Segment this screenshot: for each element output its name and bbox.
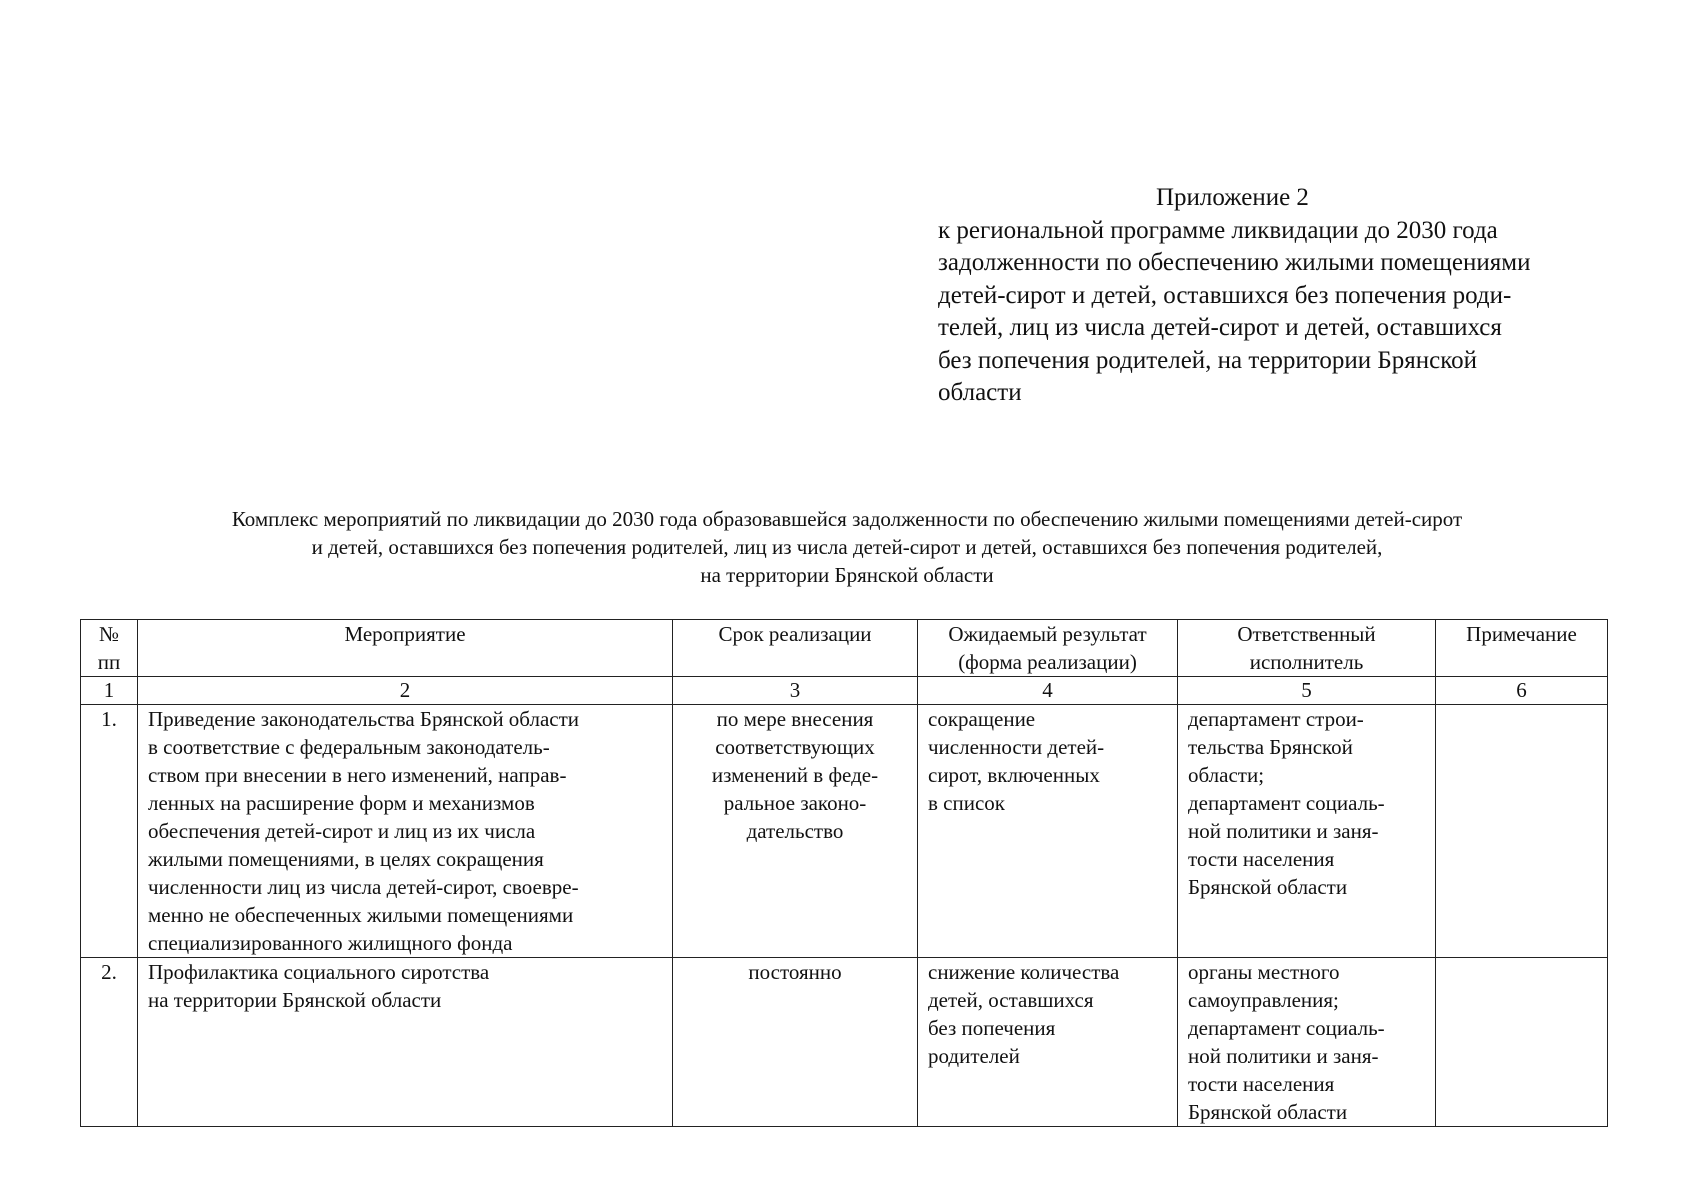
appendix-line: к региональной программе ликвидации до 2030 года [938,216,1498,244]
column-number: 6 [1436,677,1608,705]
document-heading [82,505,1612,589]
row-note [1436,958,1608,1127]
row-result: сокращение численности детей- сирот, включенных в список [918,705,1178,958]
row-term: по мере внесения соответствующих изменений в феде- ральное законо- дательство [673,705,918,958]
row-activity: Приведение законодательства Брянской области в соответствие с федеральным законодатель- ством при внесении в него изменений, направ- ленных на расширение форм и механизмов обеспечения детей-сирот и лиц из их числа жилыми помещениями, в целях сокращения численности лиц из числа детей-сирот, своевре- менно не обеспеченных жилыми помещениями специализированного жилищного фонда [138,705,673,958]
column-number: 4 [918,677,1178,705]
header-activity: Мероприятие [138,620,673,677]
table-row [81,705,1608,958]
appendix-line: детей-сирот и детей, оставшихся без попечения роди- [938,281,1512,309]
row-responsible: органы местного самоуправления; департамент социаль- ной политики и заня- тости населения Брянской области [1178,958,1436,1127]
column-number: 2 [138,677,673,705]
column-number: 1 [81,677,138,705]
header-note: Примечание [1436,620,1608,677]
row-activity: Профилактика социального сиротства на территории Брянской области [138,958,673,1127]
row-note [1436,705,1608,958]
table-row [81,958,1608,1127]
heading-line: Комплекс мероприятий по ликвидации до 2030 года образовавшейся задолженности по обеспечению жилыми помещениями детей-сирот [231,507,1463,531]
column-number: 3 [673,677,918,705]
appendix-line: без попечения родителей, на территории Брянской [938,346,1477,374]
column-number: 5 [1178,677,1436,705]
appendix-line: задолженности по обеспечению жилыми помещениями [938,249,1531,276]
header-number: № пп [81,620,138,677]
appendix-title: Приложение 2 [1156,184,1309,211]
header-result: Ожидаемый результат (форма реализации) [918,620,1178,677]
row-responsible: департамент строи- тельства Брянской области; департамент социаль- ной политики и заня- тости населения Брянской области [1178,705,1436,958]
row-number: 1. [81,705,138,958]
heading-line: и детей, оставшихся без попечения родителей, лиц из числа детей-сирот и детей, оставшихся без попечения родителей, [311,535,1383,559]
column-numbers-row [81,677,1608,705]
appendix-line: телей, лиц из числа детей-сирот и детей, оставшихся [938,314,1502,341]
table-header-row [81,620,1608,677]
row-term: постоянно [673,958,918,1127]
row-result: снижение количества детей, оставшихся без попечения родителей [918,958,1178,1127]
row-number: 2. [81,958,138,1127]
heading-line: на территории Брянской области [700,563,994,587]
appendix-line: области [938,379,1022,406]
header-term: Срок реализации [673,620,918,677]
appendix-block [938,182,1628,410]
header-responsible: Ответственный исполнитель [1178,620,1436,677]
measures-table [80,619,1608,1127]
